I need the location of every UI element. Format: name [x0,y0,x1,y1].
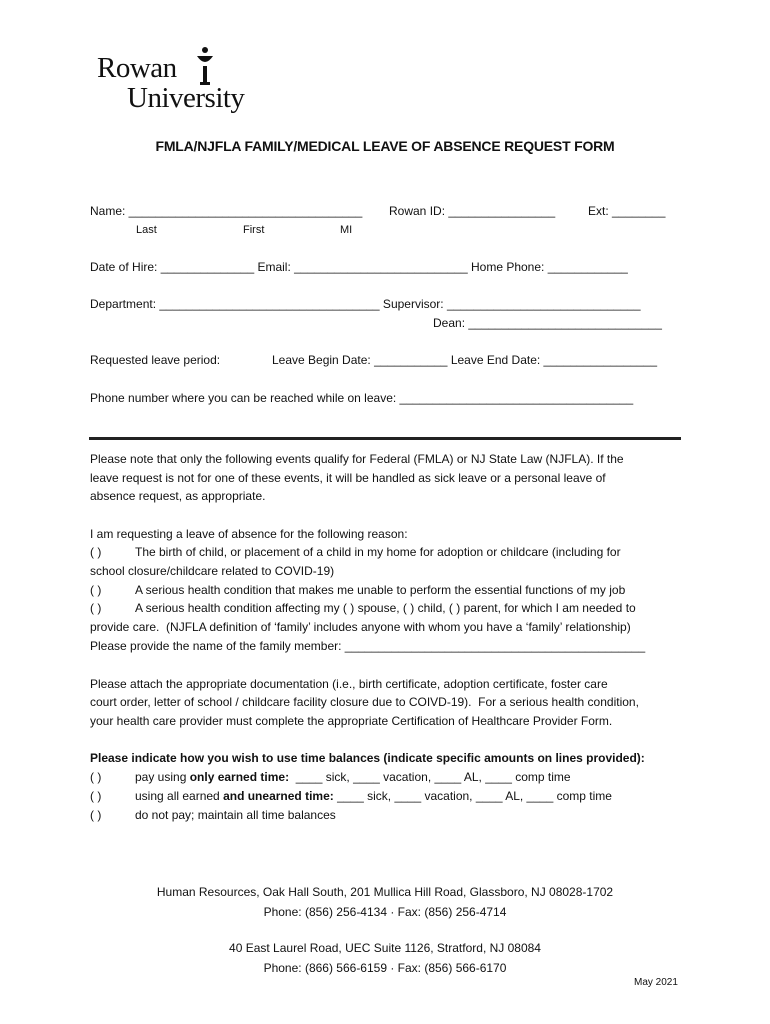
logo-line1: Rowan [97,52,177,84]
reason-family-text-cont: provide care. (NJFLA definition of ‘family’ includes anyone with whom you have a ‘family’ relationship) [90,620,631,634]
name-sub-first: First [243,224,265,236]
family-member-name-field[interactable]: Please provide the name of the family member: _____________________________________________ [90,639,646,653]
balance-checkbox-nopay[interactable]: ( ) [90,808,102,822]
footer-address-stratford: 40 East Laurel Road, UEC Suite 1126, Stratford, NJ 08084 [229,941,541,955]
dean-field[interactable]: Dean: _____________________________ [433,316,662,330]
balance-earned-bold: only earned time: [189,770,290,784]
reason-self-text: A serious health condition that makes me unable to perform the essential functions of my job [135,583,626,597]
balance-unearned-bold: and unearned time: [223,789,334,803]
rowan-university-logo [97,44,257,118]
hire-email-phone-field[interactable]: Date of Hire: ______________ Email: __________________________ Home Phone: ____________ [90,260,628,274]
reason-family-text: A serious health condition affecting my ( ) spouse, ( ) child, ( ) parent, for which I am needed to [135,601,636,615]
attach-line: court order, letter of school / childcare facility closure due to COIVD-19). For a serious health condition, [90,695,639,709]
phone-on-leave-field[interactable]: Phone number where you can be reached while on leave: ___________________________________ [90,391,634,405]
form-revision-date: May 2021 [634,977,678,988]
balance-checkbox-earned[interactable]: ( ) [90,770,102,784]
name-field[interactable]: Name: ___________________________________ [90,204,363,218]
balance-earned-post[interactable]: ____ sick, ____ vacation, ____ AL, ____ comp time [289,770,571,784]
requested-leave-period-label: Requested leave period: [90,353,221,367]
attach-line: your health care provider must complete the appropriate Certification of Healthcare Provider Form. [90,714,613,728]
notice-line: absence request, as appropriate. [90,489,266,503]
reason-checkbox-self[interactable]: ( ) [90,583,102,597]
notice-line: Please note that only the following events qualify for Federal (FMLA) or NJ State Law (NJFLA). If the [90,452,624,466]
department-supervisor-field[interactable]: Department: _________________________________ Supervisor: _____________________________ [90,297,641,311]
footer-phone-stratford: Phone: (866) 566-6159 · Fax: (856) 566-6170 [263,961,507,975]
balances-heading: Please indicate how you wish to use time balances (indicate specific amounts on lines provided): [90,751,645,765]
reason-intro: I am requesting a leave of absence for the following reason: [90,527,408,541]
ext-field[interactable]: Ext: ________ [588,204,666,218]
footer-address-glassboro: Human Resources, Oak Hall South, 201 Mullica Hill Road, Glassboro, NJ 08028-1702 [156,885,614,899]
leave-dates-field[interactable]: Leave Begin Date: ___________ Leave End Date: _________________ [272,353,658,367]
reason-birth-text: The birth of child, or placement of a child in my home for adoption or childcare (including for [135,545,621,559]
attach-line: Please attach the appropriate documentation (i.e., birth certificate, adoption certificate, foster care [90,677,608,691]
name-sub-mi: MI [340,224,353,236]
section-divider [89,437,681,440]
notice-line: leave request is not for one of these events, it will be handled as sick leave or a personal leave of [90,471,606,485]
balance-unearned-post[interactable]: ____ sick, ____ vacation, ____ AL, ____ comp time [333,789,612,803]
form-title: FMLA/NJFLA FAMILY/MEDICAL LEAVE OF ABSENCE REQUEST FORM [155,138,615,154]
balance-earned-text [135,770,571,784]
rowan-id-field[interactable]: Rowan ID: ________________ [389,204,556,218]
footer-phone-glassboro: Phone: (856) 256-4134 · Fax: (856) 256-4714 [263,905,507,919]
balance-unearned-pre: using all earned [135,789,224,803]
reason-birth-text-cont: school closure/childcare related to COVID-19) [90,564,335,578]
logo-line2: University [127,82,245,114]
balance-nopay-text: do not pay; maintain all time balances [135,808,336,822]
reason-checkbox-family[interactable]: ( ) [90,601,102,615]
balance-earned-pre: pay using [135,770,190,784]
reason-checkbox-birth[interactable]: ( ) [90,545,102,559]
balance-unearned-text [135,789,612,803]
name-sub-last: Last [136,224,157,236]
balance-checkbox-unearned[interactable]: ( ) [90,789,102,803]
